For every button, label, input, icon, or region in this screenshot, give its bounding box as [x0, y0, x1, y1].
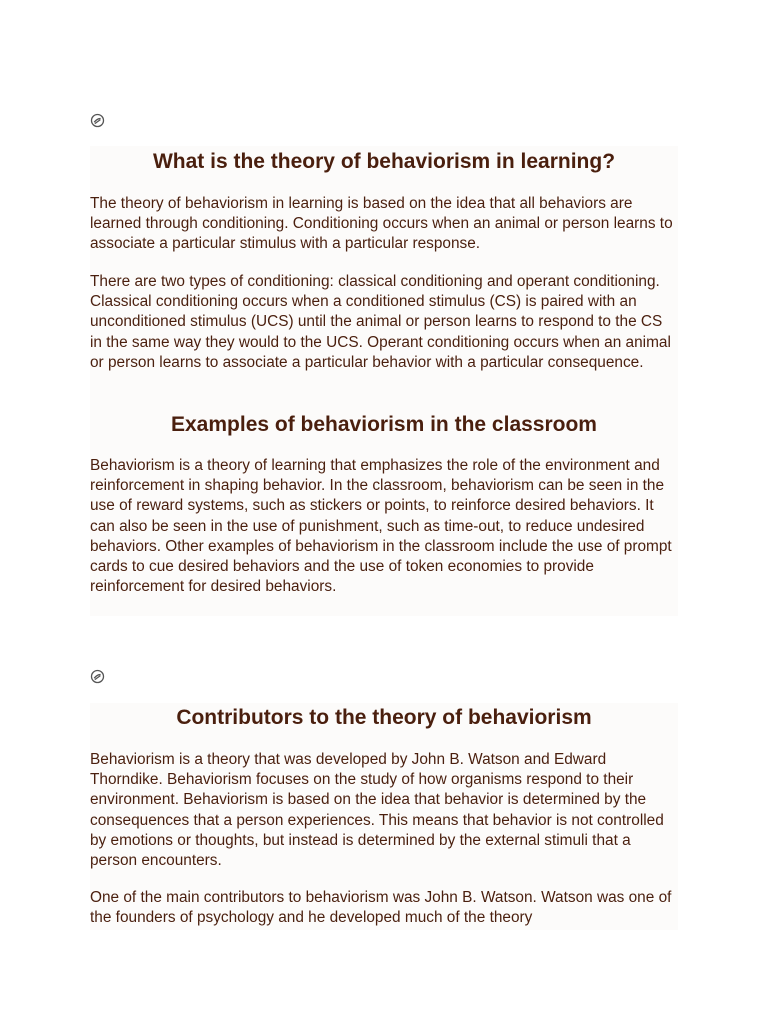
paragraph-contributors-overview: Behaviorism is a theory that was developed by John B. Watson and Edward Thorndike. Behaviorism focuses on the study of how organisms respond to their environment. Behaviorism is based on the idea that behavior is determined by the consequences that a person experiences. This means that behavior is not controlled by emotions or thoughts, but instead is determined by the external stimuli that a person encounters.: [90, 751, 664, 870]
circled-slash-icon: [90, 669, 105, 684]
section-heading-behaviorism-in-learning: What is the theory of behaviorism in learning?: [152, 150, 616, 173]
article-block-2: [90, 703, 678, 930]
paragraph-classroom-examples: Behaviorism is a theory of learning that emphasizes the role of the environment and reinforcement in shaping behavior. In the classroom, behaviorism can be seen in the use of reward systems, such as stickers or points, to reinforce desired behaviors. It can also be seen in the use of punishment, such as time-out, to reduce undesired behaviors. Other examples of behaviorism in the classroom include the use of prompt cards to cue desired behaviors and the use of token economies to provide reinforcement for desired behaviors.: [90, 457, 672, 596]
paragraph-conditioning-types: There are two types of conditioning: classical conditioning and operant conditioning. Classical conditioning occurs when a conditioned stimulus (CS) is paired with an unconditioned stimulus (UCS) until the animal or person learns to respond to the CS in the same way they would to the UCS. Operant conditioning occurs when an animal or person learns to associate a particular behavior with a particular consequence.: [90, 273, 671, 371]
section-heading-contributors: Contributors to the theory of behaviorism: [176, 706, 592, 729]
paragraph-behaviorism-definition: The theory of behaviorism in learning is based on the idea that all behaviors are learned through conditioning. Conditioning occurs when an animal or person learns to associate a particular stimulus with a particular response.: [90, 195, 673, 253]
circled-slash-icon: [90, 113, 105, 128]
paragraph-watson: One of the main contributors to behaviorism was John B. Watson. Watson was one of the founders of psychology and he developed much of the theory: [90, 889, 672, 927]
article-block-1: [90, 146, 678, 616]
section-heading-classroom-examples: Examples of behaviorism in the classroom: [171, 413, 597, 436]
